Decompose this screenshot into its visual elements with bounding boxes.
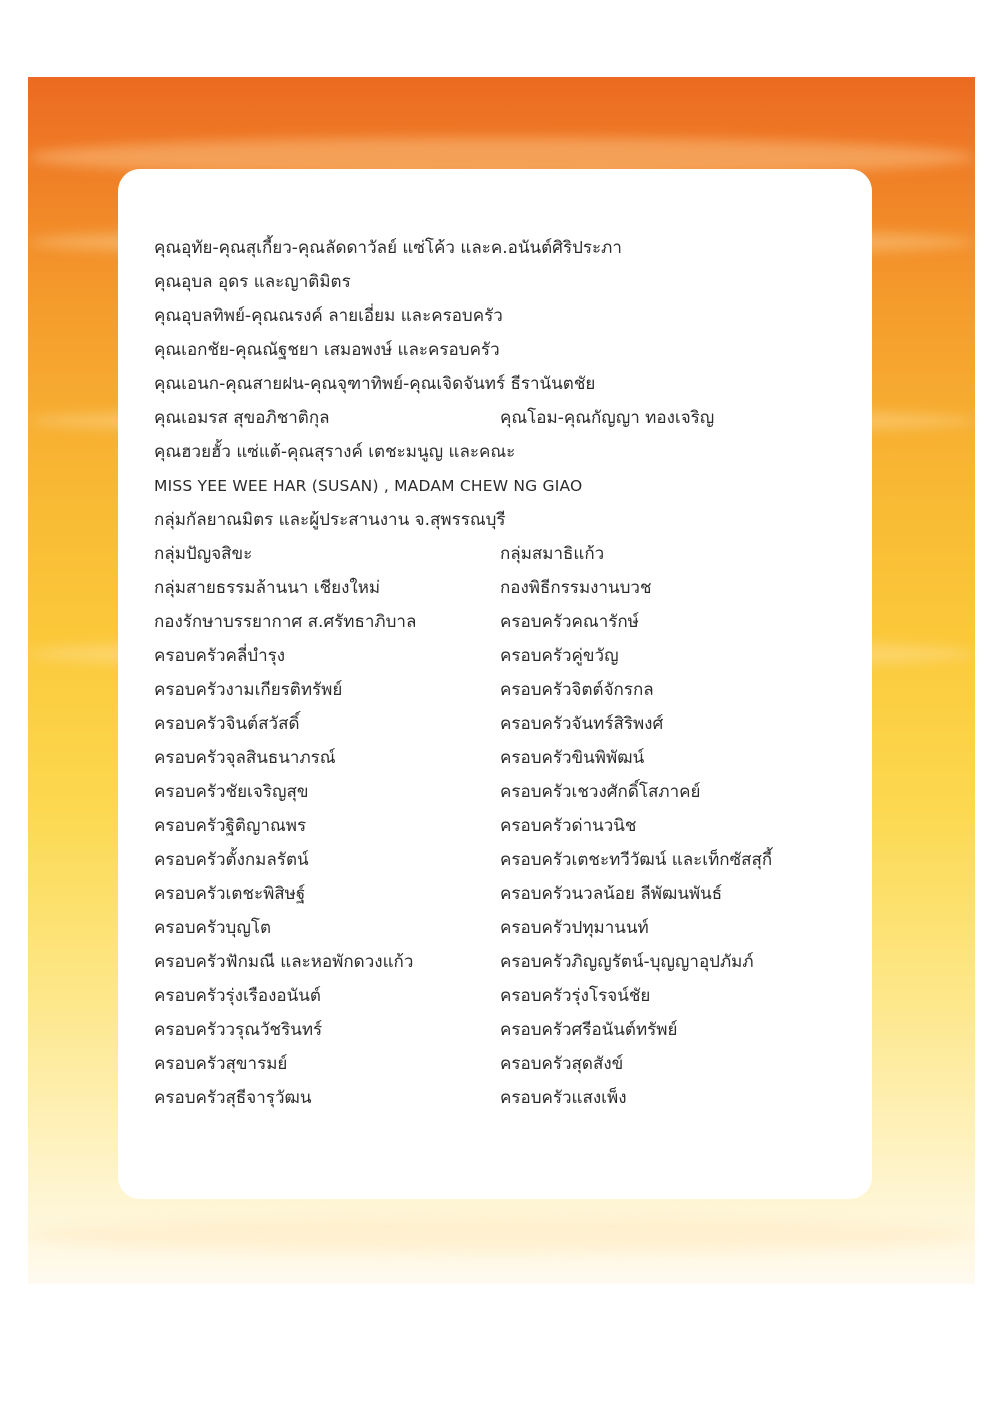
donor-row [154, 1013, 854, 1047]
donor-name-left: กลุ่มกัลยาณมิตร และผู้ประสานงาน จ.สุพรรณบุรี [154, 510, 506, 530]
donor-name-left: ครอบครัวสุขารมย์ [154, 1054, 288, 1074]
donor-name-right: ครอบครัวนวลน้อย ลีพัฒนพันธ์ [500, 884, 723, 904]
donor-name-left: MISS YEE WEE HAR (SUSAN) , MADAM CHEW NG GIAO [154, 477, 583, 495]
donor-row [154, 537, 854, 571]
donor-row [154, 979, 854, 1013]
donor-name-left: ครอบครัวฟักมณี และหอพักดวงแก้ว [154, 952, 414, 972]
donor-name-left: ครอบครัวรุ่งเรืองอนันต์ [154, 986, 321, 1006]
donor-row [154, 333, 854, 367]
cloud-streak [28, 1217, 975, 1253]
donor-row [154, 401, 854, 435]
donor-name-right: ครอบครัวจิตต์จักรกล [500, 680, 654, 700]
donor-name-left: ครอบครัวชัยเจริญสุข [154, 782, 309, 802]
donor-name-left: ครอบครัวบุญโต [154, 918, 271, 938]
donor-name-right: คุณโอม-คุณกัญญา ทองเจริญ [500, 408, 715, 428]
donor-name-left: คุณอุบลทิพย์-คุณณรงค์ ลายเอี่ยม และครอบครัว [154, 306, 503, 326]
donor-name-right: กองพิธีกรรมงานบวช [500, 578, 652, 598]
donor-row [154, 877, 854, 911]
donor-name-right: ครอบครัวเตชะทวีวัฒน์ และเท็กซัสสุกี้ [500, 850, 773, 870]
donor-name-left: คุณฮวยฮั้ว แซ่แต้-คุณสุรางค์ เตชะมนูญ และคณะ [154, 442, 516, 462]
donor-row [154, 673, 854, 707]
donor-list [154, 231, 854, 1115]
donor-row [154, 843, 854, 877]
donor-row [154, 945, 854, 979]
donor-row [154, 435, 854, 469]
donor-name-right: ครอบครัวศรีอนันต์ทรัพย์ [500, 1020, 678, 1040]
donor-row [154, 1047, 854, 1081]
donor-name-right: ครอบครัวแสงเพ็ง [500, 1088, 627, 1108]
donor-name-left: ครอบครัวงามเกียรติทรัพย์ [154, 680, 343, 700]
donor-name-right: ครอบครัวคู่ขวัญ [500, 646, 619, 666]
donor-name-right: ครอบครัวสุดสังข์ [500, 1054, 624, 1074]
donor-name-right: ครอบครัวปทุมานนท์ [500, 918, 649, 938]
donor-row [154, 367, 854, 401]
donor-row [154, 775, 854, 809]
donor-name-right: ครอบครัวภิญญรัตน์-บุญญาอุปภัมภ์ [500, 952, 754, 972]
donor-name-left: ครอบครัววรุณวัชรินทร์ [154, 1020, 323, 1040]
donor-row [154, 707, 854, 741]
donor-row [154, 231, 854, 265]
donor-name-right: ครอบครัวขินพิพัฒน์ [500, 748, 645, 768]
donor-name-right: ครอบครัวเชวงศักดิ์โสภาคย์ [500, 782, 701, 802]
donor-row [154, 809, 854, 843]
donor-name-right: ครอบครัวคณารักษ์ [500, 612, 639, 632]
donor-row [154, 503, 854, 537]
donor-name-left: กองรักษาบรรยากาศ ส.ศรัทธาภิบาล [154, 612, 417, 632]
donor-row [154, 639, 854, 673]
donor-name-right: กลุ่มสมาธิแก้ว [500, 544, 605, 564]
donor-name-left: ครอบครัวคลี่บำรุง [154, 646, 286, 666]
donor-name-left: ครอบครัวจุลสินธนาภรณ์ [154, 748, 336, 768]
donor-name-left: กลุ่มสายธรรมล้านนา เชียงใหม่ [154, 578, 381, 598]
donor-name-left: คุณอุทัย-คุณสุเกี้ยว-คุณลัดดาวัลย์ แซ่โค้ว และค.อนันต์ศิริประภา [154, 238, 622, 258]
donor-row [154, 265, 854, 299]
donor-name-right: ครอบครัวจันทร์สิริพงศ์ [500, 714, 664, 734]
donor-name-left: คุณเอกชัย-คุณณัฐชยา เสมอพงษ์ และครอบครัว [154, 340, 500, 360]
donor-name-left: ครอบครัวเตชะพิสิษฐ์ [154, 884, 306, 904]
donor-name-left: ครอบครัวฐิติญาณพร [154, 816, 307, 836]
donor-row [154, 911, 854, 945]
donor-name-left: กลุ่มปัญจสิขะ [154, 544, 253, 564]
donor-name-left: ครอบครัวตั้งกมลรัตน์ [154, 850, 309, 870]
donor-row [154, 741, 854, 775]
donor-name-right: ครอบครัวรุ่งโรจน์ชัย [500, 986, 651, 1006]
donor-row [154, 571, 854, 605]
donor-row [154, 1081, 854, 1115]
donor-name-left: คุณอุบล อุดร และญาติมิตร [154, 272, 351, 292]
donor-name-left: ครอบครัวจินต์สวัสดิ์ [154, 714, 300, 734]
donor-name-right: ครอบครัวด่านวนิช [500, 816, 637, 836]
donor-name-left: ครอบครัวสุธีจารุวัฒน [154, 1088, 312, 1108]
donor-row [154, 469, 854, 503]
donor-row [154, 605, 854, 639]
donor-name-left: คุณเอมรส สุขอภิชาติกุล [154, 408, 330, 428]
donor-name-left: คุณเอนก-คุณสายฝน-คุณจุฑาทิพย์-คุณเจิดจันทร์ ธีรานันตชัย [154, 374, 596, 394]
donor-row [154, 299, 854, 333]
